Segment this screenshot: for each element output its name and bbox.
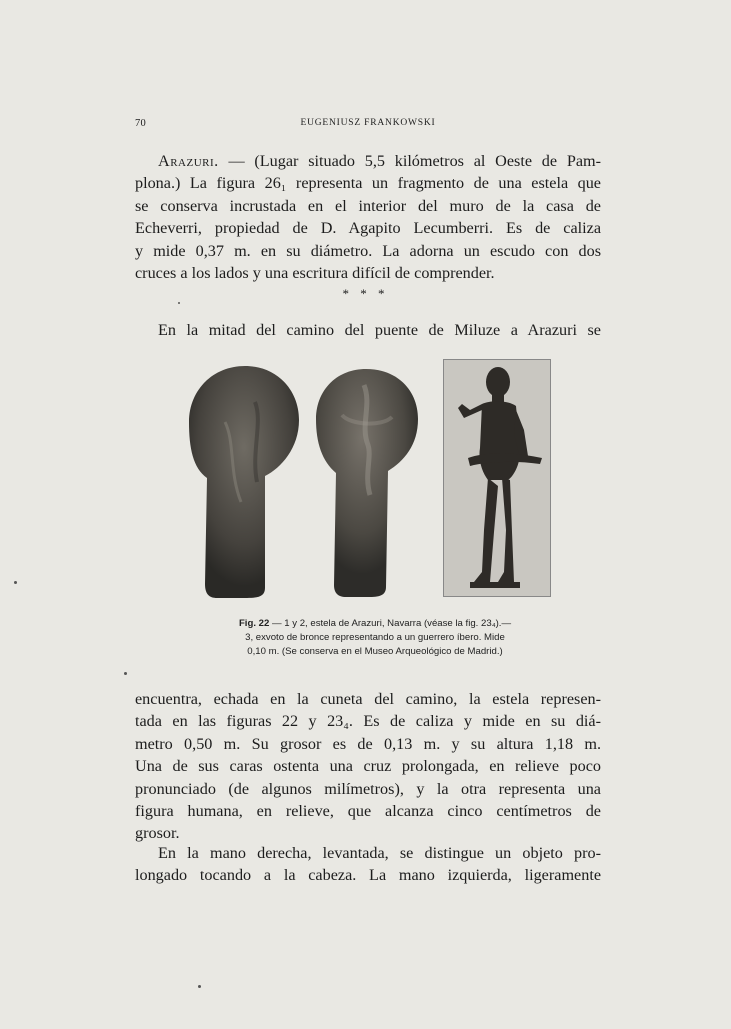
section-separator: * * * xyxy=(342,286,389,301)
print-speck xyxy=(198,985,201,988)
paragraph-arazuri xyxy=(135,150,601,284)
figure-caption xyxy=(190,617,560,659)
text-line: tada en las figuras 22 y 23₄. Es de caliza y mide en su diá- xyxy=(135,712,601,731)
text-line: cruces a los lados y una escritura difícil de comprender. xyxy=(135,264,495,283)
paragraph-miluze xyxy=(135,319,601,341)
print-speck xyxy=(14,581,17,584)
stele-photo-1 xyxy=(185,362,305,602)
text-line: Una de sus caras ostenta una cruz prolongada, en relieve poco xyxy=(135,757,601,776)
text-line: y mide 0,37 m. en su diámetro. La adorna un escudo con dos xyxy=(135,241,601,260)
text-line: longado tocando a la cabeza. La mano izquierda, ligeramente xyxy=(135,866,601,885)
text-line: pronunciado (de algunos milímetros), y la otra representa una xyxy=(135,779,601,798)
print-speck xyxy=(178,302,180,304)
text-line: se conserva incrustada en el interior del muro de la casa de xyxy=(135,196,601,215)
figure-label: Fig. 22 xyxy=(238,618,270,629)
page-number: 70 xyxy=(135,118,147,129)
page-header xyxy=(135,118,601,134)
stele-photo-2 xyxy=(312,365,424,601)
text-line: Arazuri. — (Lugar situado 5,5 kilómetros al Oeste de Pam- xyxy=(158,152,601,170)
paragraph-hands xyxy=(135,842,601,887)
bronze-warrior-photo xyxy=(443,359,551,597)
text-line: En la mano derecha, levantada, se distingue un objeto pro- xyxy=(158,844,601,862)
caption-line: 3, exvoto de bronce representando a un guerrero íbero. Mide xyxy=(245,632,505,643)
paragraph-estela-description xyxy=(135,688,601,845)
print-speck xyxy=(124,672,127,675)
running-head: EUGENIUSZ FRANKOWSKI xyxy=(300,118,436,128)
place-name-lead: Arazuri. xyxy=(158,152,219,170)
text-line: encuentra, echada en la cuneta del camino, la estela represen- xyxy=(135,690,601,708)
text-line: metro 0,50 m. Su grosor es de 0,13 m. y su altura 1,18 m. xyxy=(135,734,601,753)
text-line: En la mitad del camino del puente de Miluze a Arazuri se xyxy=(158,321,601,339)
text-line: figura humana, en relieve, que alcanza cinco centímetros de xyxy=(135,802,601,821)
text-line: Echeverri, propiedad de D. Agapito Lecumberri. Es de caliza xyxy=(135,219,601,238)
text-line: plona.) La figura 26₁ representa un fragmento de una estela que xyxy=(135,174,601,193)
text-line: grosor. xyxy=(135,824,180,843)
warrior-figure-image xyxy=(444,360,550,596)
caption-line: Fig. 22 — 1 y 2, estela de Arazuri, Navarra (véase la fig. 23₄).— xyxy=(238,618,512,629)
caption-line: 0,10 m. (Se conserva en el Museo Arqueológico de Madrid.) xyxy=(247,646,503,657)
